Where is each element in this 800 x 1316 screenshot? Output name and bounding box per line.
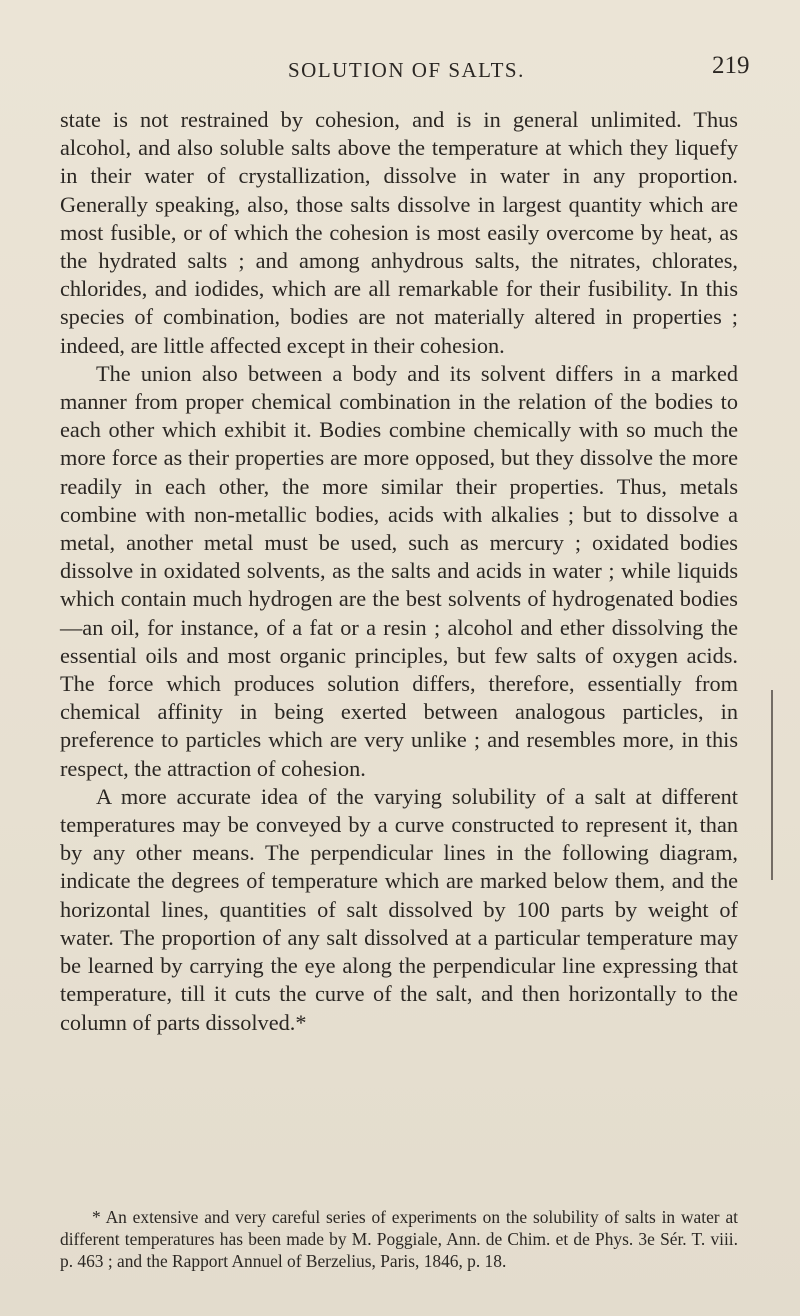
footnote: * An extensive and very careful series of experiments on the solubility of salts in water at different temperatures has been made by M. Poggiale, Ann. de Chim. et de Phys. 3e Sér. T. viii. p. 463 ; and the Rapport Annuel of Berzelius, Paris, 1846, p. 18. bbox=[60, 1207, 738, 1271]
paragraph-solubility-curve: A more accurate idea of the varying solubility of a salt at different temperatures may be conveyed by a curve constructed to represent it, than by any other means. The perpendicular lines in the following diagram, indicate the degrees of temperature which are marked below them, and the horizontal lines, quantities of salt dissolved by 100 parts by weight of water. The proportion of any salt dissolved at a particular temperature may be learned by carrying the eye along the perpendicular line expressing that temperature, till it cuts the curve of the salt, and then horizontally to the column of parts dissolved.* bbox=[60, 783, 738, 1035]
page-number: 219 bbox=[712, 52, 750, 79]
margin-mark bbox=[771, 690, 773, 880]
paragraph-continued: state is not restrained by cohesion, and is in general unlimited. Thus alcohol, and also soluble salts above the temperature at which they liquefy in their water of crystallization, dissolve in water in any proportion. Generally speaking, also, those salts dissolve in largest quantity which are most fusible, or of which the cohesion is most easily overcome by heat, as the hydrated salts ; and among anhydrous salts, the nitrates, chlorates, chlorides, and iodides, which are all remarkable for their fusibility. In this species of combination, bodies are not materially altered in properties ; indeed, are little affected except in their cohesion. bbox=[60, 107, 738, 358]
body-text bbox=[60, 106, 738, 1037]
running-head bbox=[0, 52, 800, 88]
running-title: SOLUTION OF SALTS. bbox=[288, 58, 525, 82]
paragraph-solvent-union: The union also between a body and its solvent differs in a marked manner from proper chemical combination in the relation of the bodies to each other which exhibit it. Bodies combine chemically with so much the more force as their properties are more opposed, but they dissolve the more readily in each other, the more similar their properties. Thus, metals combine with non-metallic bodies, acids with alkalies ; but to dissolve a metal, another metal must be used, such as mercury ; oxidated bodies dissolve in oxidated solvents, as the salts and acids in water ; while liquids which contain much hydrogen are the best solvents of hydrogenated bodies—an oil, for instance, of a fat or a resin ; alcohol and ether dissolving the essential oils and most organic principles, but few salts of oxygen acids. The force which produces solution differs, therefore, essentially from chemical affinity in being exerted between analogous particles, in preference to particles which are very unlike ; and resembles more, in this respect, the attraction of cohesion. bbox=[60, 360, 738, 781]
